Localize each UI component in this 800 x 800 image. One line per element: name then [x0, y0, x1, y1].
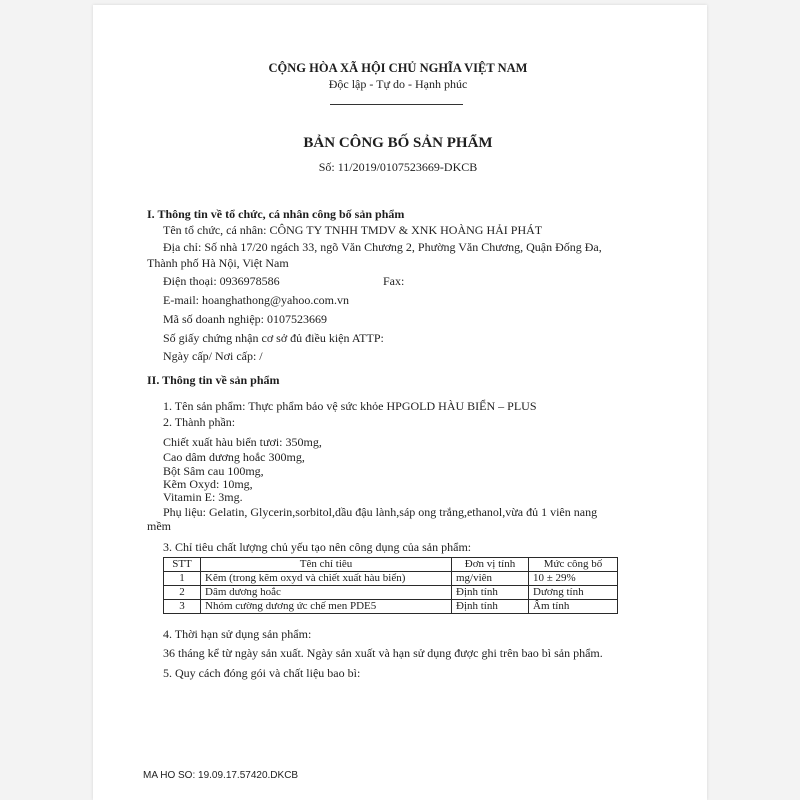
- excipients-line-2: mềm: [147, 519, 171, 533]
- excipients-line-1: Phụ liệu: Gelatin, Glycerin,sorbitol,dầu đậu lành,sáp ong trắng,ethanol,vừa đủ 1 viên nang: [163, 505, 598, 519]
- address-line-2: Thành phố Hà Nội, Việt Nam: [147, 256, 289, 270]
- table-cell: 10 ± 29%: [529, 572, 618, 586]
- table-cell: Định tính: [452, 586, 529, 600]
- issue-date-place: Ngày cấp/ Nơi cấp: /: [163, 349, 263, 363]
- table-cell: Kẽm (trong kẽm oxyd và chiết xuất hàu biển): [201, 572, 452, 586]
- country-header: CỘNG HÒA XÃ HỘI CHỦ NGHĨA VIỆT NAM: [268, 61, 528, 75]
- phone: Điện thoại: 0936978586: [163, 274, 280, 288]
- table-row: [164, 600, 618, 614]
- table-header-cell: STT: [164, 558, 201, 572]
- table-cell: Nhóm cường dương ức chế men PDE5: [201, 600, 452, 614]
- ingredient-item: Bột Sâm cau 100mg,: [163, 464, 264, 478]
- org-name: Tên tổ chức, cá nhân: CÔNG TY TNHH TMDV & XNK HOÀNG HẢI PHÁT: [163, 223, 543, 237]
- table-header-cell: Đơn vị tính: [452, 558, 529, 572]
- ingredients-title: 2. Thành phần:: [163, 415, 236, 429]
- table-cell: Âm tính: [529, 600, 618, 614]
- address-line-1: Địa chỉ: Số nhà 17/20 ngách 33, ngõ Văn Chương 2, Phường Văn Chương, Quận Đống Đa,: [163, 240, 602, 254]
- shelf-life-text: 36 tháng kể từ ngày sản xuất. Ngày sản xuất và hạn sử dụng được ghi trên bao bì sản phẩm.: [163, 646, 603, 660]
- table-row: [164, 572, 618, 586]
- table-header-cell: Mức công bố: [529, 558, 618, 572]
- document-title: BẢN CÔNG BỐ SẢN PHẨM: [303, 135, 493, 151]
- table-header-row: [164, 558, 618, 572]
- table-cell: Dâm dương hoắc: [201, 586, 452, 600]
- table-cell: mg/viên: [452, 572, 529, 586]
- table-row: [164, 586, 618, 600]
- table-cell: 3: [164, 600, 201, 614]
- motto: Độc lập - Tự do - Hạnh phúc: [328, 77, 468, 91]
- table-cell: Định tính: [452, 600, 529, 614]
- table-cell: 2: [164, 586, 201, 600]
- section1-heading: I. Thông tin về tổ chức, cá nhân công bố sản phẩm: [147, 207, 405, 221]
- document-number: Số: 11/2019/0107523669-DKCB: [318, 160, 478, 174]
- ingredient-item: Chiết xuất hàu biển tươi: 350mg,: [163, 435, 322, 449]
- table-cell: Dương tính: [529, 586, 618, 600]
- food-safety-cert: Số giấy chứng nhận cơ sở đủ điều kiện ATTP:: [163, 331, 384, 345]
- ingredient-item: Cao dâm dương hoắc 300mg,: [163, 450, 305, 464]
- email: E-mail: hoanghathong@yahoo.com.vn: [163, 293, 350, 307]
- ingredient-item: Vitamin E: 3mg.: [163, 490, 243, 504]
- section2-heading: II. Thông tin về sản phẩm: [147, 373, 280, 387]
- ingredient-item: Kẽm Oxyd: 10mg,: [163, 477, 253, 491]
- tax-id: Mã số doanh nghiệp: 0107523669: [163, 312, 327, 326]
- dossier-code: MA HO SO: 19.09.17.57420.DKCB: [143, 770, 299, 781]
- product-name: 1. Tên sản phẩm: Thực phẩm bảo vệ sức khỏe HPGOLD HÀU BIỂN – PLUS: [163, 399, 537, 413]
- header-divider: [330, 104, 463, 105]
- table-cell: 1: [164, 572, 201, 586]
- table-header-cell: Tên chỉ tiêu: [201, 558, 452, 572]
- fax: Fax:: [383, 274, 405, 288]
- shelf-life-title: 4. Thời hạn sử dụng sản phẩm:: [163, 627, 312, 641]
- quality-table: [163, 557, 618, 614]
- packaging-title: 5. Quy cách đóng gói và chất liệu bao bì:: [163, 666, 361, 680]
- quality-title: 3. Chỉ tiêu chất lượng chủ yếu tạo nên công dụng của sản phẩm:: [163, 540, 472, 554]
